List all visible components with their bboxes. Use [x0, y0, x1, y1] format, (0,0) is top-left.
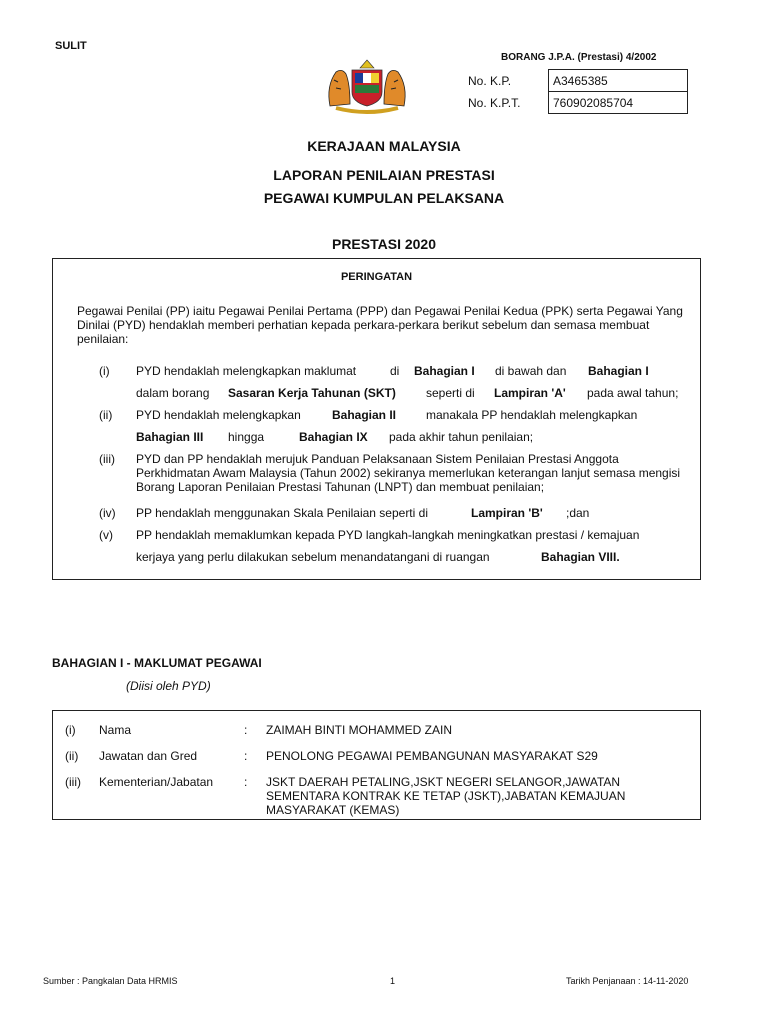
item-v-text-a: PP hendaklah memaklumkan kepada PYD langkah-langkah meningkatkan prestasi / kemajuan [136, 528, 640, 542]
item-iv-text-a: PP hendaklah menggunakan Skala Penilaian seperti di [136, 506, 428, 520]
form-code: BORANG J.P.A. (Prestasi) 4/2002 [501, 52, 657, 63]
warning-intro: Pegawai Penilai (PP) iaitu Pegawai Penilai Pertama (PPP) dan Pegawai Penilai Kedua (PPK) serta Pegawai Yang Dinilai (PYD) hendaklah memberi perhatian kepada perkara-perkara berikut sebelum dan semasa membuat penilaian: [77, 304, 683, 346]
section-i-heading: BAHAGIAN I - MAKLUMAT PEGAWAI [52, 656, 262, 670]
item-iv-number: (iv) [99, 506, 116, 520]
classification-label: SULIT [55, 40, 87, 52]
item-ii-bahagian-ii: Bahagian II [332, 408, 397, 422]
row-num: (ii) [65, 749, 79, 763]
performance-year-title: PRESTASI 2020 [331, 236, 436, 252]
item-i-lampiran-a: Lampiran 'A' [494, 386, 566, 400]
no-kp-label: No. K.P. [468, 73, 512, 88]
item-i-skt: Sasaran Kerja Tahunan (SKT) [228, 386, 396, 400]
row-num: (iii) [65, 775, 81, 789]
item-i-text-b: di [390, 364, 400, 378]
item-i-text-d: di bawah dan [495, 364, 567, 378]
officer-info-box [52, 710, 701, 820]
footer-source: Sumber : Pangkalan Data HRMIS [43, 976, 178, 986]
row-label-jawatan: Jawatan dan Gred [99, 749, 198, 763]
warning-box [52, 258, 701, 580]
item-v-bahagian-viii: Bahagian VIII. [541, 550, 620, 564]
item-ii-bahagian-ix: Bahagian IX [299, 430, 368, 444]
item-i-bahagian-i-2: Bahagian I [588, 364, 649, 378]
item-iii-text: PYD dan PP hendaklah merujuk Panduan Pelaksanaan Sistem Penilaian Prestasi Anggota Perkhidmatan Awam Malaysia (Tahun 2002) sekiranya memerlukan keterangan lanjut semasa mengisi Borang Laporan Penilaian Prestasi Tahunan (LNPT) dan membuat penilaian; [136, 452, 681, 494]
coat-of-arms-emblem [322, 58, 412, 116]
row-colon: : [244, 723, 248, 737]
item-ii-bahagian-iii: Bahagian III [136, 430, 204, 444]
item-ii-text-c: manakala PP hendaklah melengkapkan [426, 408, 638, 422]
row-num: (i) [65, 723, 76, 737]
row-value-kementerian: JSKT DAERAH PETALING,JSKT NEGERI SELANGOR,JAWATAN SEMENTARA KONTRAK KE TETAP (JSKT),JABATAN KEMAJUAN MASYARAKAT (KEMAS) [266, 775, 626, 817]
row-colon: : [244, 775, 248, 789]
item-i-text-j: pada awal tahun; [587, 386, 679, 400]
item-ii-number: (ii) [99, 408, 113, 422]
no-kpt-label: No. K.P.T. [468, 95, 521, 110]
item-i-text-f: dalam borang [136, 386, 210, 400]
footer-page-number: 1 [390, 976, 396, 986]
row-colon: : [244, 749, 248, 763]
item-ii-text-g: pada akhir tahun penilaian; [389, 430, 534, 444]
item-ii-text-e: hingga [228, 430, 265, 444]
item-v-number: (v) [99, 528, 113, 542]
no-kp-value: A3465385 [549, 70, 688, 92]
report-title-line2: PEGAWAI KUMPULAN PELAKSANA [263, 190, 505, 206]
warning-heading: PERINGATAN [340, 271, 413, 283]
identity-number-table [468, 69, 688, 114]
row-value-jawatan: PENOLONG PEGAWAI PEMBANGUNAN MASYARAKAT S29 [266, 749, 598, 763]
item-iv-lampiran-b: Lampiran 'B' [471, 506, 543, 520]
item-iv-text-c: ;dan [566, 506, 590, 520]
item-i-text-a: PYD hendaklah melengkapkan maklumat [136, 364, 357, 378]
item-i-bahagian-i: Bahagian I [414, 364, 475, 378]
report-title-line1: LAPORAN PENILAIAN PRESTASI [273, 167, 495, 183]
row-label-kementerian: Kementerian/Jabatan [99, 775, 214, 789]
footer-print-date: Tarikh Penjanaan : 14-11-2020 [566, 976, 689, 986]
item-iii-number: (iii) [99, 452, 115, 466]
row-value-nama: ZAIMAH BINTI MOHAMMED ZAIN [266, 723, 452, 737]
item-v-text-b: kerjaya yang perlu dilakukan sebelum menandatangani di ruangan [136, 550, 490, 564]
section-i-subheading: (Diisi oleh PYD) [126, 679, 211, 693]
item-i-number: (i) [99, 364, 110, 378]
no-kpt-value: 760902085704 [549, 92, 688, 114]
government-title: KERAJAAN MALAYSIA [307, 138, 461, 154]
item-ii-text-a: PYD hendaklah melengkapkan [136, 408, 301, 422]
row-label-nama: Nama [99, 723, 132, 737]
item-i-text-h: seperti di [426, 386, 475, 400]
